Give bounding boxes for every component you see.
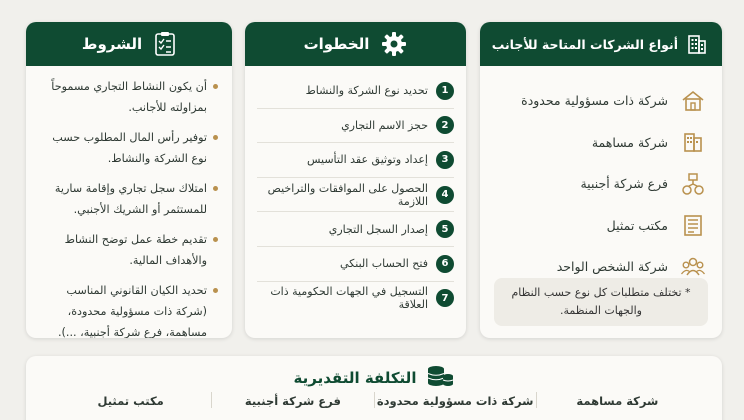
conditions-header <box>26 22 232 66</box>
step-item <box>257 247 454 281</box>
step-item <box>257 109 454 143</box>
step-label: تحديد نوع الشركة والنشاط <box>305 84 428 98</box>
cost-title: التكلفة التقديرية <box>293 369 417 387</box>
branch-network-icon <box>680 171 706 197</box>
company-label: شركة الشخص الواحد <box>556 259 668 275</box>
cost-card <box>26 356 722 420</box>
condition-text: تقديم خطة عمل توضح النشاط والأهداف المالية. <box>64 233 207 267</box>
step-item <box>257 282 454 316</box>
office-document-icon <box>680 212 706 238</box>
condition-item <box>38 229 218 271</box>
cost-column-header: شركة ذات مسؤولية محدودة <box>374 392 536 408</box>
cost-column-header: شركة مساهمة <box>536 392 698 408</box>
step-number: 7 <box>436 289 454 307</box>
step-number: 5 <box>436 220 454 238</box>
step-label: فتح الحساب البنكي <box>340 257 428 271</box>
bullet <box>213 186 218 191</box>
steps-list <box>245 66 466 315</box>
companies-note: * تختلف متطلبات كل نوع حسب النظام والجهات المنظمة. <box>494 278 708 326</box>
cost-header <box>26 364 722 392</box>
conditions-card <box>26 22 232 338</box>
building-icon <box>680 129 706 155</box>
step-item <box>257 143 454 177</box>
step-label: إصدار السجل التجاري <box>328 222 428 236</box>
gear-icon <box>381 31 407 57</box>
cost-column-header: مكتب تمثيل <box>97 394 164 408</box>
companies-list <box>480 66 722 288</box>
company-label: شركة ذات مسؤولية محدودة <box>521 93 668 109</box>
house-icon <box>680 88 706 114</box>
bullet <box>213 135 218 140</box>
condition-text: توفير رأس المال المطلوب حسب نوع الشركة والنشاط. <box>52 131 207 165</box>
steps-title: الخطوات <box>303 35 370 53</box>
condition-item <box>38 76 218 118</box>
cost-column-header: فرع شركة أجنبية <box>211 392 373 408</box>
bullet <box>213 84 218 89</box>
cost-columns <box>26 392 722 408</box>
condition-text: امتلاك سجل تجاري وإقامة سارية للمستثمر أو الشريك الأجنبي. <box>54 182 207 216</box>
step-label: الحصول على الموافقات والتراخيص اللازمة <box>267 181 428 208</box>
bullet <box>213 237 218 242</box>
companies-header <box>480 22 722 66</box>
condition-item <box>38 127 218 169</box>
step-number: 2 <box>436 116 454 134</box>
company-item-joint-stock <box>496 122 706 164</box>
conditions-list <box>26 66 232 338</box>
step-number: 6 <box>436 255 454 273</box>
step-number: 4 <box>436 186 454 204</box>
bullet <box>213 288 218 293</box>
companies-card <box>480 22 722 338</box>
company-item-llc <box>496 80 706 122</box>
step-number: 1 <box>436 82 454 100</box>
steps-card <box>245 22 466 338</box>
condition-text: تحديد الكيان القانوني المناسب (شركة ذات مسؤولية محدودة، مساهمة، فرع شركة أجنبية، ...). <box>58 284 207 338</box>
step-item <box>257 178 454 212</box>
step-item <box>257 74 454 108</box>
conditions-title: الشروط <box>81 35 143 53</box>
checklist-icon <box>154 31 176 57</box>
steps-header <box>245 22 466 66</box>
step-number: 3 <box>436 151 454 169</box>
company-label: شركة مساهمة <box>591 134 668 150</box>
companies-title: أنواع الشركات المتاحة للأجانب <box>491 36 678 52</box>
company-label: فرع شركة أجنبية <box>580 176 668 192</box>
building-icon <box>686 33 708 55</box>
money-stack-icon <box>426 364 454 392</box>
condition-item <box>38 280 218 338</box>
condition-item <box>38 178 218 220</box>
step-label: إعداد وتوثيق عقد التأسيس <box>307 153 428 167</box>
company-label: مكتب تمثيل <box>606 217 668 233</box>
company-item-rep-office <box>496 205 706 247</box>
step-label: التسجيل في الجهات الحكومية ذات العلاقة <box>270 285 428 312</box>
company-item-foreign-branch <box>496 163 706 205</box>
condition-text: أن يكون النشاط التجاري مسموحاً بمزاولته للأجانب. <box>51 80 207 114</box>
step-label: حجز الاسم التجاري <box>341 118 428 132</box>
step-item <box>257 212 454 246</box>
people-group-icon <box>680 254 706 280</box>
